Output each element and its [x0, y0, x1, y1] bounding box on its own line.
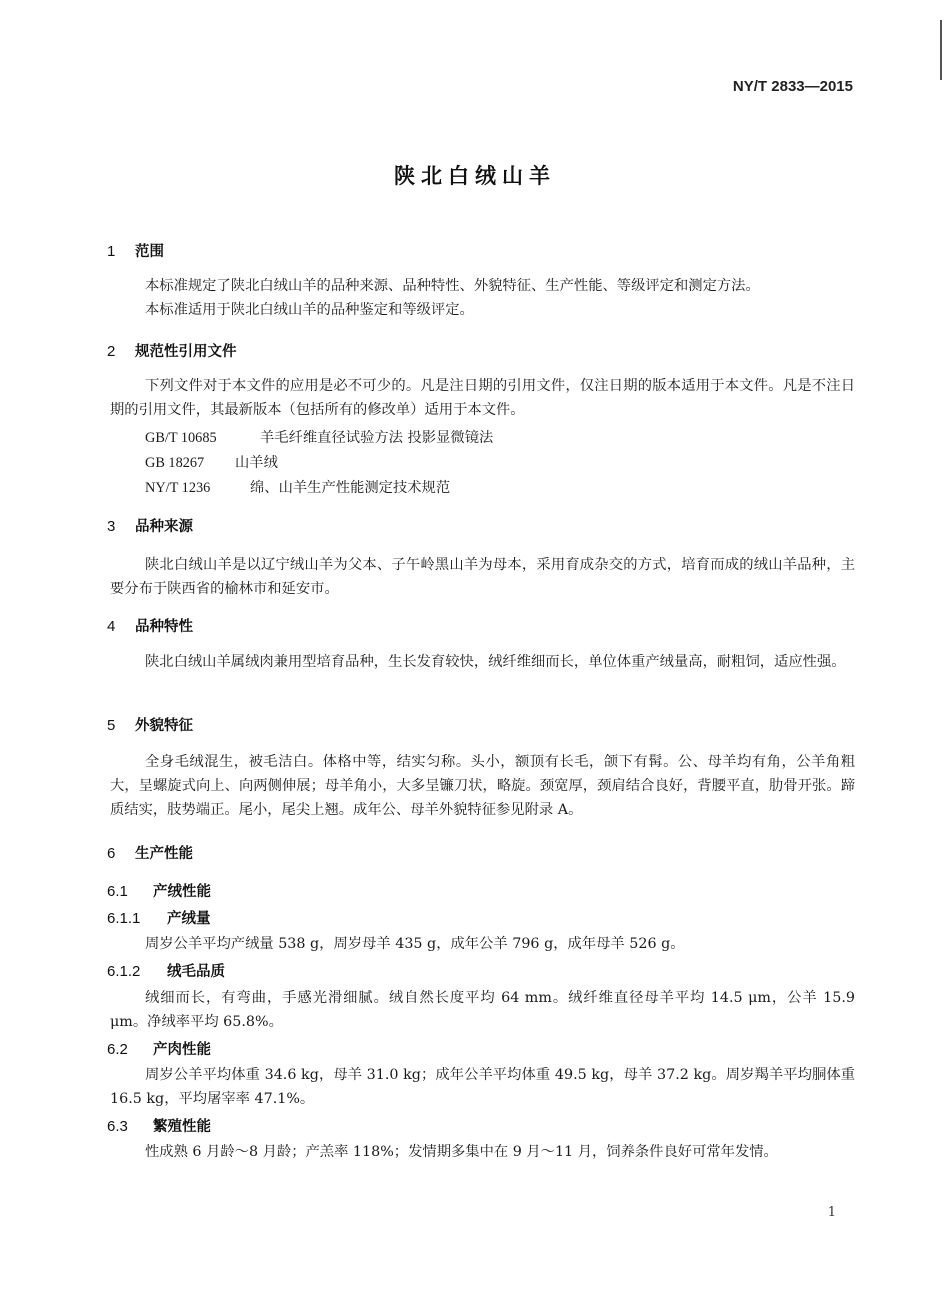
paragraph: 陕北白绒山羊属绒肉兼用型培育品种，生长发育较快，绒纤维细而长，单位体重产绒量高，耐粗饲，适应性强。: [145, 654, 846, 670]
section-2-heading: [107, 340, 237, 361]
paragraph: 本标准规定了陕北白绒山羊的品种来源、品种特性、外貌特征、生产性能、等级评定和测定方法。: [145, 278, 760, 294]
section-number: 6.3: [107, 1118, 128, 1135]
page-number: 1: [827, 1205, 836, 1220]
section-number: 4: [107, 618, 116, 635]
paragraph: 陕北白绒山羊是以辽宁绒山羊为父本、子午岭黑山羊为母本，采用育成杂交的方式，培育而成的绒山羊品种，主要分布于陕西省的榆林市和延安市。: [110, 557, 855, 597]
standard-number: NY/T 2833—2015: [732, 78, 853, 95]
reference-code: GB 18267: [145, 455, 205, 471]
section-title: 繁殖性能: [153, 1119, 211, 1135]
reference-item: [145, 476, 450, 500]
section-title: 产绒量: [167, 911, 211, 927]
reference-item: [145, 451, 278, 475]
paragraph: 本标准适用于陕北白绒山羊的品种鉴定和等级评定。: [145, 302, 474, 318]
section-number: 6.1: [107, 883, 128, 900]
section-number: 6.2: [107, 1041, 128, 1058]
section-title: 品种特性: [135, 619, 193, 635]
reference-title: 山羊绒: [235, 455, 278, 471]
paragraph: 性成熟 6 月龄～8 月龄；产羔率 118%；发情期多集中在 9 月～11 月，饲养条件良好可常年发情。: [145, 1144, 778, 1160]
section-number: 6.1.2: [107, 963, 141, 980]
section-3-heading: [107, 515, 193, 536]
reference-code: NY/T 1236: [145, 480, 211, 496]
paragraph: 下列文件对于本文件的应用是必不可少的。凡是注日期的引用文件，仅注日期的版本适用于本文件。凡是不注日期的引用文件，其最新版本（包括所有的修改单）适用于本文件。: [110, 378, 855, 418]
paragraph: 绒细而长，有弯曲，手感光滑细腻。绒自然长度平均 64 mm。绒纤维直径母羊平均 14.5 μm，公羊 15.9 μm。净绒率平均 65.8%。: [110, 990, 855, 1030]
section-title: 产肉性能: [153, 1042, 211, 1058]
section-6-3-heading: [107, 1115, 211, 1136]
scan-edge-line: [940, 20, 942, 80]
section-number: 3: [107, 518, 116, 535]
reference-title: 绵、山羊生产性能测定技术规范: [250, 480, 451, 496]
section-6-1-2-heading: [107, 960, 225, 981]
section-number: 2: [107, 343, 116, 360]
document-title: 陕北白绒山羊: [394, 164, 556, 188]
section-title: 品种来源: [135, 519, 193, 535]
paragraph: 周岁公羊平均产绒量 538 g，周岁母羊 435 g，成年公羊 796 g，成年母羊 526 g。: [145, 936, 685, 952]
section-4-heading: [107, 615, 193, 636]
section-number: 1: [107, 243, 116, 260]
paragraph: 全身毛绒混生，被毛洁白。体格中等，结实匀称。头小，额顶有长毛，颌下有髯。公、母羊均有角，公羊角粗大，呈螺旋式向上、向两侧伸展；母羊角小，大多呈镰刀状，略旋。颈宽厚，颈肩结合良好，背腰平直，肋骨开张。蹄质结实，肢势端正。尾小，尾尖上翘。成年公、母羊外貌特征参见附录 A。: [110, 754, 855, 818]
section-title: 生产性能: [135, 846, 193, 862]
section-6-1-heading: [107, 880, 211, 901]
section-6-1-1-heading: [107, 907, 211, 928]
section-6-heading: [107, 842, 193, 863]
section-title: 外貌特征: [135, 718, 193, 734]
paragraph: 周岁公羊平均体重 34.6 kg，母羊 31.0 kg；成年公羊平均体重 49.5 kg，母羊 37.2 kg。周岁羯羊平均胴体重 16.5 kg，平均屠宰率 47.1%。: [110, 1067, 855, 1107]
section-number: 6: [107, 845, 116, 862]
reference-item: [145, 426, 493, 450]
section-6-2-heading: [107, 1038, 211, 1059]
section-title: 绒毛品质: [167, 964, 225, 980]
section-title: 规范性引用文件: [135, 344, 237, 360]
reference-code: GB/T 10685: [145, 430, 217, 446]
section-number: 5: [107, 717, 116, 734]
section-title: 产绒性能: [153, 884, 211, 900]
section-number: 6.1.1: [107, 910, 141, 927]
section-1-heading: [107, 240, 164, 261]
section-5-heading: [107, 714, 193, 735]
section-title: 范围: [135, 244, 164, 260]
reference-title: 羊毛纤维直径试验方法 投影显微镜法: [260, 430, 494, 446]
